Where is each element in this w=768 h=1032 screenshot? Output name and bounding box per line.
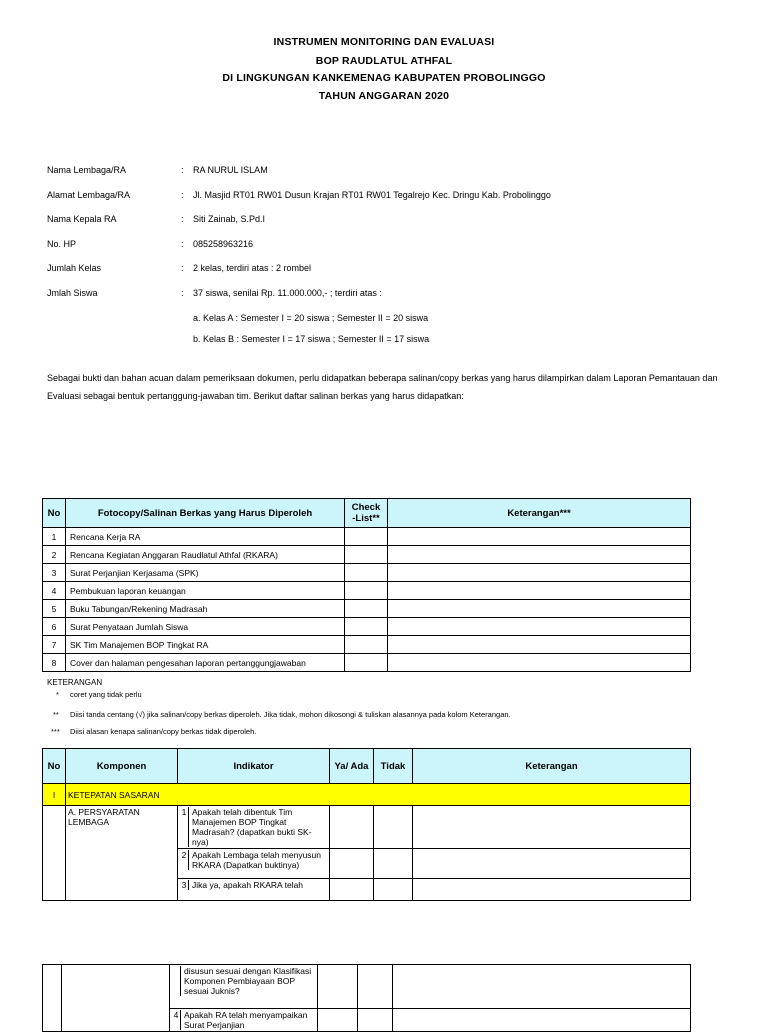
table-row xyxy=(43,806,691,849)
section-label: KETEPATAN SASARAN xyxy=(66,784,691,806)
field-value-jumlah-siswa: 37 siswa, senilai Rp. 11.000.000,- ; terdiri atas : xyxy=(193,288,382,298)
note-text: Diisi alasan kenapa salinan/copy berkas tidak diperoleh. xyxy=(70,727,257,736)
ya-cell[interactable] xyxy=(330,849,374,879)
indicator-text: disusun sesuai dengan Klasifikasi Komponen Pembiayaan BOP sesuai Juknis? xyxy=(184,966,312,996)
indicator-number: 1 xyxy=(180,807,189,847)
table-row xyxy=(43,654,691,672)
keterangan-cell[interactable] xyxy=(388,618,691,636)
row-no: 2 xyxy=(43,546,66,564)
ya-cell[interactable] xyxy=(318,965,358,1009)
field-label-jumlah-siswa: Jmlah Siswa xyxy=(47,288,98,298)
col-header-ya: Ya/ Ada xyxy=(330,749,374,784)
table-row xyxy=(43,564,691,582)
tidak-cell[interactable] xyxy=(374,806,413,849)
field-value-jumlah-kelas: 2 kelas, terdiri atas : 2 rombel xyxy=(193,263,312,273)
row-item: Buku Tabungan/Rekening Madrasah xyxy=(66,600,345,618)
row-item: Cover dan halaman pengesahan laporan pertanggungjawaban xyxy=(66,654,345,672)
checklist-cell[interactable] xyxy=(345,636,388,654)
note-text: Diisi tanda centang (√) jika salinan/copy berkas diperoleh. Jika tidak, mohon dikosongi & tuliskan alasannya pada kolom Keterangan. xyxy=(70,710,511,719)
field-colon: : xyxy=(181,263,184,273)
intro-paragraph: Sebagai bukti dan bahan acuan dalam pemeriksaan dokumen, perlu didapatkan beberapa salinan/copy berkas yang harus dilampirkan dalam Laporan Pemantauan dan Evaluasi sebagai bentuk pertanggung-jawaban tim. Berikut daftar salinan berkas yang harus didapatkan: xyxy=(47,373,718,401)
field-value-hp: 085258963216 xyxy=(193,239,254,249)
indicator-number: 4 xyxy=(172,1010,181,1030)
row-item: SK Tim Manajemen BOP Tingkat RA xyxy=(66,636,345,654)
keterangan-cell[interactable] xyxy=(393,965,691,1009)
notes-heading: KETERANGAN xyxy=(47,678,103,687)
note-mark: ** xyxy=(53,710,59,719)
keterangan-cell[interactable] xyxy=(388,528,691,546)
keterangan-cell[interactable] xyxy=(413,806,691,849)
col-header-no: No xyxy=(43,499,66,528)
keterangan-cell[interactable] xyxy=(393,1009,691,1032)
ya-cell[interactable] xyxy=(330,879,374,901)
col-header-berkas: Fotocopy/Salinan Berkas yang Harus Diperoleh xyxy=(66,499,345,528)
field-value-nama-lembaga: RA NURUL ISLAM xyxy=(193,165,268,175)
tidak-cell[interactable] xyxy=(374,879,413,901)
row-item: Surat Perjanjian Kerjasama (SPK) xyxy=(66,564,345,582)
col-header-komponen: Komponen xyxy=(66,749,178,784)
field-label-alamat: Alamat Lembaga/RA xyxy=(47,190,131,200)
keterangan-cell[interactable] xyxy=(413,849,691,879)
field-label-hp: No. HP xyxy=(47,239,77,249)
keterangan-cell[interactable] xyxy=(388,582,691,600)
doc-title-4: TAHUN ANGGARAN 2020 xyxy=(318,90,450,102)
section-row xyxy=(43,784,691,806)
keterangan-cell[interactable] xyxy=(388,546,691,564)
field-label-nama-lembaga: Nama Lembaga/RA xyxy=(47,165,127,175)
row-no: 4 xyxy=(43,582,66,600)
monitoring-table xyxy=(42,748,691,901)
row-no: 1 xyxy=(43,528,66,546)
doc-title-2: BOP RAUDLATUL ATHFAL xyxy=(315,55,453,67)
col-header-tidak: Tidak xyxy=(374,749,413,784)
ya-cell[interactable] xyxy=(318,1009,358,1032)
documents-table xyxy=(42,498,691,672)
tidak-cell[interactable] xyxy=(358,1009,393,1032)
field-value-kepala: Siti Zainab, S.Pd.I xyxy=(193,214,266,224)
row-no: 6 xyxy=(43,618,66,636)
keterangan-cell[interactable] xyxy=(388,600,691,618)
row-no: 3 xyxy=(43,564,66,582)
keterangan-cell[interactable] xyxy=(388,654,691,672)
checklist-cell[interactable] xyxy=(345,618,388,636)
col-header-indikator: Indikator xyxy=(178,749,330,784)
row-no: 7 xyxy=(43,636,66,654)
indicator-text: Apakah Lembaga telah menyusun RKARA (Dapatkan buktinya) xyxy=(192,850,322,870)
class-line-a: a. Kelas A : Semester I = 20 siswa ; Semester II = 20 siswa xyxy=(193,313,429,323)
row-item: Rencana Kerja RA xyxy=(66,528,345,546)
field-value-alamat: Jl. Masjid RT01 RW01 Dusun Krajan RT01 RW01 Tegalrejo Kec. Dringu Kab. Probolinggo xyxy=(193,190,551,200)
component-label: A. PERSYARATAN LEMBAGA xyxy=(66,806,178,901)
checklist-cell[interactable] xyxy=(345,528,388,546)
keterangan-cell[interactable] xyxy=(388,636,691,654)
note-mark: *** xyxy=(51,727,60,736)
indicator-number: 3 xyxy=(180,880,189,890)
section-no: I xyxy=(43,784,66,806)
table-row xyxy=(43,618,691,636)
checklist-cell[interactable] xyxy=(345,546,388,564)
table-row xyxy=(43,600,691,618)
row-no: 8 xyxy=(43,654,66,672)
checklist-cell[interactable] xyxy=(345,582,388,600)
class-line-b: b. Kelas B : Semester I = 17 siswa ; Semester II = 17 siswa xyxy=(193,334,430,344)
col-header-keterangan: Keterangan xyxy=(413,749,691,784)
table-row xyxy=(43,546,691,564)
col-header-keterangan: Keterangan*** xyxy=(388,499,691,528)
table-row xyxy=(43,582,691,600)
tidak-cell[interactable] xyxy=(374,849,413,879)
doc-title-3: DI LINGKUNGAN KANKEMENAG KABUPATEN PROBOLINGGO xyxy=(222,72,546,84)
col-header-checklist: Check -List** xyxy=(345,499,388,528)
field-label-kepala: Nama Kepala RA xyxy=(47,214,117,224)
checklist-cell[interactable] xyxy=(345,564,388,582)
note-text: coret yang tidak perlu xyxy=(70,690,142,699)
indicator-number: 2 xyxy=(180,850,189,870)
col-header-no: No xyxy=(43,749,66,784)
table-row xyxy=(43,965,691,1009)
row-no: 5 xyxy=(43,600,66,618)
table-row xyxy=(43,528,691,546)
doc-title-1: INSTRUMEN MONITORING DAN EVALUASI xyxy=(273,36,495,48)
ya-cell[interactable] xyxy=(330,806,374,849)
tidak-cell[interactable] xyxy=(358,965,393,1009)
field-colon: : xyxy=(181,214,184,224)
indicator-number xyxy=(172,966,181,996)
field-colon: : xyxy=(181,190,184,200)
row-item: Rencana Kegiatan Anggaran Raudlatul Athfal (RKARA) xyxy=(66,546,345,564)
table-row xyxy=(43,636,691,654)
field-label-jumlah-kelas: Jumlah Kelas xyxy=(47,263,102,273)
monitoring-table-continued xyxy=(42,964,691,1032)
indicator-text: Apakah RA telah menyampaikan Surat Perjanjian xyxy=(184,1010,308,1030)
keterangan-cell[interactable] xyxy=(413,879,691,901)
field-colon: : xyxy=(181,288,184,298)
indicator-text: Apakah telah dibentuk Tim Manajemen BOP Tingkat Madrasah? (dapatkan bukti SK-nya) xyxy=(192,807,312,847)
checklist-cell[interactable] xyxy=(345,600,388,618)
keterangan-cell[interactable] xyxy=(388,564,691,582)
row-item: Pembukuan laporan keuangan xyxy=(66,582,345,600)
field-colon: : xyxy=(181,165,184,175)
row-item: Surat Penyataan Jumlah Siswa xyxy=(66,618,345,636)
field-colon: : xyxy=(181,239,184,249)
note-mark: * xyxy=(56,690,59,699)
checklist-cell[interactable] xyxy=(345,654,388,672)
indicator-text: Jika ya, apakah RKARA telah xyxy=(192,880,304,890)
